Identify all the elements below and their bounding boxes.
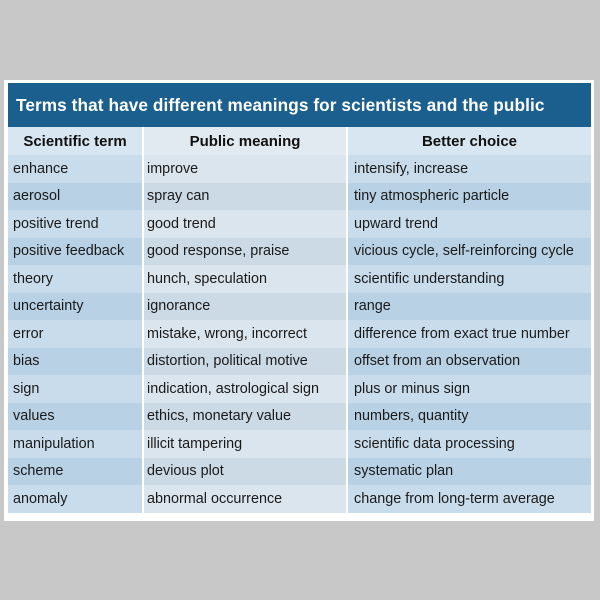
- scientific-term-cell: error: [8, 320, 142, 348]
- better-choice-cell: upward trend: [348, 210, 591, 238]
- table-row: [8, 403, 591, 431]
- better-choice-cell: scientific understanding: [348, 265, 591, 293]
- scientific-term-cell: anomaly: [8, 485, 142, 513]
- table-row: [8, 320, 591, 348]
- better-choice-cell: tiny atmospheric particle: [348, 183, 591, 211]
- scientific-term-cell: sign: [8, 375, 142, 403]
- better-choice-cell: systematic plan: [348, 458, 591, 486]
- scientific-term-cell: enhance: [8, 155, 142, 183]
- better-choice-cell: intensify, increase: [348, 155, 591, 183]
- table-row: [8, 265, 591, 293]
- public-meaning-cell: spray can: [144, 183, 346, 211]
- better-choice-cell: plus or minus sign: [348, 375, 591, 403]
- terms-table-card: [4, 80, 594, 521]
- column-header-public-meaning: Public meaning: [144, 127, 346, 155]
- better-choice-cell: difference from exact true number: [348, 320, 591, 348]
- table-row: [8, 348, 591, 376]
- scientific-term-cell: bias: [8, 348, 142, 376]
- terms-table: [6, 127, 593, 513]
- table-row: [8, 155, 591, 183]
- table-row: [8, 458, 591, 486]
- table-row: [8, 293, 591, 321]
- scientific-term-cell: positive trend: [8, 210, 142, 238]
- scientific-term-cell: positive feedback: [8, 238, 142, 266]
- table-row: [8, 183, 591, 211]
- table-header-row: [8, 127, 591, 155]
- scientific-term-cell: scheme: [8, 458, 142, 486]
- column-header-better-choice: Better choice: [348, 127, 591, 155]
- scientific-term-cell: values: [8, 403, 142, 431]
- table-row: [8, 430, 591, 458]
- public-meaning-cell: indication, astrological sign: [144, 375, 346, 403]
- table-body: [8, 155, 591, 513]
- public-meaning-cell: devious plot: [144, 458, 346, 486]
- table-row: [8, 210, 591, 238]
- public-meaning-cell: good trend: [144, 210, 346, 238]
- public-meaning-cell: ignorance: [144, 293, 346, 321]
- better-choice-cell: range: [348, 293, 591, 321]
- table-row: [8, 485, 591, 513]
- better-choice-cell: offset from an observation: [348, 348, 591, 376]
- table-row: [8, 238, 591, 266]
- public-meaning-cell: illicit tampering: [144, 430, 346, 458]
- public-meaning-cell: mistake, wrong, incorrect: [144, 320, 346, 348]
- public-meaning-cell: good response, praise: [144, 238, 346, 266]
- public-meaning-cell: distortion, political motive: [144, 348, 346, 376]
- public-meaning-cell: abnormal occurrence: [144, 485, 346, 513]
- better-choice-cell: vicious cycle, self-reinforcing cycle: [348, 238, 591, 266]
- column-header-scientific-term: Scientific term: [8, 127, 142, 155]
- scientific-term-cell: manipulation: [8, 430, 142, 458]
- better-choice-cell: numbers, quantity: [348, 403, 591, 431]
- scientific-term-cell: theory: [8, 265, 142, 293]
- table-row: [8, 375, 591, 403]
- public-meaning-cell: ethics, monetary value: [144, 403, 346, 431]
- table-title: Terms that have different meanings for scientists and the public: [8, 83, 591, 127]
- public-meaning-cell: improve: [144, 155, 346, 183]
- scientific-term-cell: aerosol: [8, 183, 142, 211]
- scientific-term-cell: uncertainty: [8, 293, 142, 321]
- better-choice-cell: scientific data processing: [348, 430, 591, 458]
- better-choice-cell: change from long-term average: [348, 485, 591, 513]
- public-meaning-cell: hunch, speculation: [144, 265, 346, 293]
